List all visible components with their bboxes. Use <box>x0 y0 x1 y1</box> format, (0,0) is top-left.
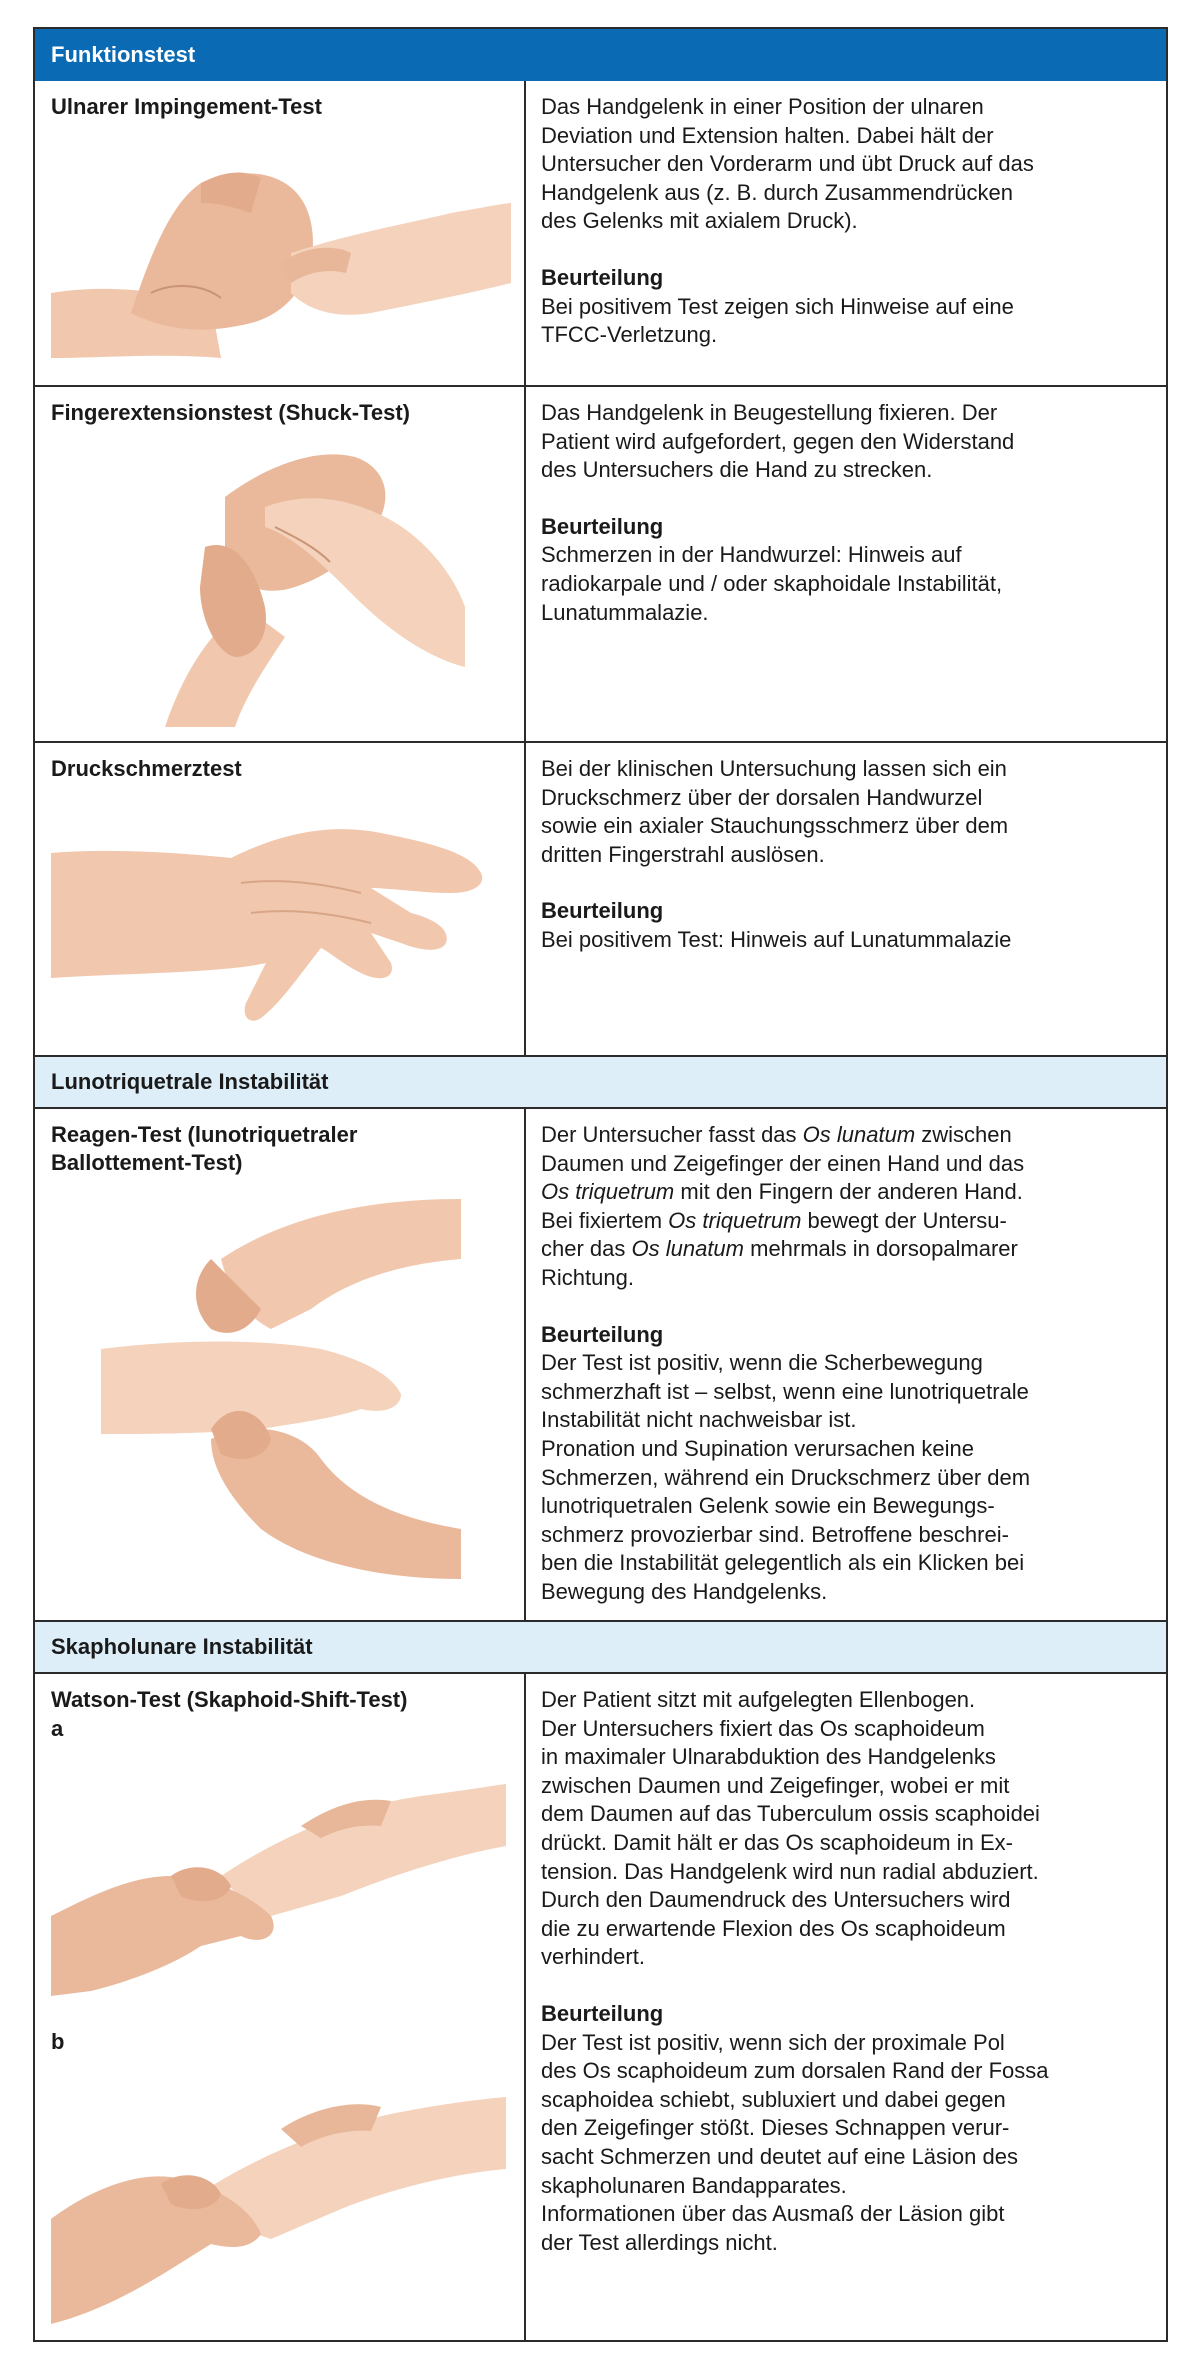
test-title-line: Ballottement-Test) <box>51 1150 243 1175</box>
description-line: Der Untersuchers fixiert das Os scaphoideum <box>541 1715 985 1741</box>
figure-watson-b <box>51 2069 506 2329</box>
description-line: Untersucher den Vorderarm und übt Druck auf das <box>541 151 1034 177</box>
hand-photo-icon <box>51 143 511 369</box>
assessment-line: ben die Instabilität gelegentlich als ein Klicken bei <box>541 1550 1025 1576</box>
assessment-line: Bei positivem Test: Hinweis auf Lunatummalazie <box>541 926 1012 952</box>
hand-photo-icon <box>51 803 491 1033</box>
assessment-label: Beurteilung <box>541 264 664 290</box>
assessment-line: des Os scaphoideum zum dorsalen Rand der Fossa <box>541 2058 1049 2084</box>
description-line: Das Handgelenk in einer Position der ulnaren <box>541 94 984 119</box>
test-title: Druckschmerztest <box>51 756 242 781</box>
assessment-line: Schmerzen in der Handwurzel: Hinweis auf <box>541 542 962 568</box>
description-line: Der Untersucher fasst das Os lunatum zwischen <box>541 1122 1012 1147</box>
figure-ulnar-impingement <box>51 143 511 369</box>
table-header-title: Funktionstest <box>51 42 196 67</box>
description-line: sowie ein axialer Stauchungsschmerz über dem <box>541 813 1009 839</box>
figure-label-b: b <box>51 2029 65 2054</box>
description-line: in maximaler Ulnarabduktion des Handgelenks <box>541 1744 996 1770</box>
assessment-label: Beurteilung <box>541 513 664 539</box>
test-title: Ulnarer Impingement-Test <box>51 94 322 119</box>
assessment-line: Lunatummalazie. <box>541 599 709 625</box>
assessment-line: Informationen über das Ausmaß der Läsion gibt <box>541 2201 1005 2227</box>
description-line: Patient wird aufgefordert, gegen den Widerstand <box>541 428 1015 454</box>
description-line: des Gelenks mit axialem Druck). <box>541 208 858 234</box>
assessment-label: Beurteilung <box>541 2000 664 2026</box>
hand-photo-icon <box>101 1199 461 1579</box>
section-title: Lunotriquetrale Instabilität <box>51 1069 329 1094</box>
bone-term: Os triquetrum <box>541 1179 675 1205</box>
bone-term: Os triquetrum <box>668 1207 802 1233</box>
figure-label-a: a <box>51 1716 64 1741</box>
assessment-line: Bewegung des Handgelenks. <box>541 1578 828 1604</box>
test-row-pressure-pain <box>35 743 1166 1055</box>
description-line: dritten Fingerstrahl auslösen. <box>541 841 825 867</box>
assessment-line: Der Test ist positiv, wenn die Scherbewegung <box>541 1350 983 1376</box>
assessment-line: der Test allerdings nicht. <box>541 2229 778 2255</box>
figure-finger-extension <box>125 437 465 727</box>
description-line: tension. Das Handgelenk wird nun radial abduziert. <box>541 1858 1039 1884</box>
hand-photo-icon <box>125 437 465 727</box>
section-title: Skapholunare Instabilität <box>51 1634 313 1659</box>
description-line: Das Handgelenk in Beugestellung fixieren. Der <box>541 400 998 425</box>
assessment-line: TFCC-Verletzung. <box>541 322 718 348</box>
test-row-ulnar-impingement <box>35 81 1166 385</box>
description-line: des Untersuchers die Hand zu strecken. <box>541 457 933 483</box>
hand-photo-icon <box>51 1766 506 1996</box>
assessment-line: Instabilität nicht nachweisbar ist. <box>541 1407 857 1433</box>
description-line: Daumen und Zeigefinger der einen Hand und das <box>541 1150 1025 1176</box>
test-description <box>541 1686 1151 2257</box>
test-title-line: Reagen-Test (lunotriquetraler <box>51 1122 358 1147</box>
assessment-line: radiokarpale und / oder skaphoidale Instabilität, <box>541 570 1003 596</box>
table-header <box>35 29 1166 81</box>
assessment-line: sacht Schmerzen und deutet auf eine Läsion des <box>541 2143 1018 2169</box>
test-row-reagan <box>35 1109 1166 1622</box>
hand-photo-icon <box>51 2069 506 2329</box>
bone-term: Os lunatum <box>802 1122 916 1147</box>
description-line: Bei der klinischen Untersuchung lassen sich ein <box>541 756 1007 781</box>
description-line: cher das Os lunatum mehrmals in dorsopalmarer <box>541 1236 1018 1262</box>
test-title: Fingerextensionstest (Shuck-Test) <box>51 400 410 425</box>
function-test-table <box>33 27 1168 2342</box>
section-header-lunotriquetral <box>35 1055 1166 1109</box>
test-row-watson <box>35 1674 1166 2342</box>
test-title <box>51 1121 357 1177</box>
bone-term: Os lunatum <box>631 1236 744 1262</box>
description-line: Der Patient sitzt mit aufgelegten Ellenbogen. <box>541 1687 976 1712</box>
assessment-line: den Zeigefinger stößt. Dieses Schnappen verur- <box>541 2115 1010 2141</box>
figure-reagan <box>101 1199 461 1579</box>
description-line: drückt. Damit hält er das Os scaphoideum in Ex- <box>541 1829 1013 1855</box>
assessment-line: schmerz provozierbar sind. Betroffene beschrei- <box>541 1521 1009 1547</box>
test-description <box>541 1121 1151 1607</box>
test-description <box>541 755 1151 955</box>
test-description <box>541 93 1151 350</box>
test-title: Watson-Test (Skaphoid-Shift-Test) <box>51 1687 408 1712</box>
description-line: die zu erwartende Flexion des Os scaphoideum <box>541 1915 1006 1941</box>
test-row-finger-extension <box>35 387 1166 741</box>
description-line: verhindert. <box>541 1944 645 1970</box>
assessment-line: lunotriquetralen Gelenk sowie ein Bewegungs- <box>541 1493 995 1519</box>
assessment-line: Bei positivem Test zeigen sich Hinweise auf eine <box>541 293 1014 319</box>
description-line: Handgelenk aus (z. B. durch Zusammendrücken <box>541 179 1014 205</box>
description-line: Bei fixiertem Os triquetrum bewegt der Untersu- <box>541 1207 1007 1233</box>
test-description <box>541 399 1151 627</box>
assessment-line: Pronation und Supination verursachen keine <box>541 1435 974 1461</box>
assessment-line: Der Test ist positiv, wenn sich der proximale Pol <box>541 2029 1005 2055</box>
description-line: Os triquetrum mit den Fingern der anderen Hand. <box>541 1179 1023 1205</box>
assessment-line: skapholunaren Bandapparates. <box>541 2172 847 2198</box>
figure-watson-a <box>51 1766 506 1996</box>
section-header-scapholunate <box>35 1620 1166 1674</box>
assessment-label: Beurteilung <box>541 1321 664 1347</box>
assessment-label: Beurteilung <box>541 898 664 924</box>
description-line: dem Daumen auf das Tuberculum ossis scaphoidei <box>541 1801 1040 1827</box>
assessment-line: scaphoidea schiebt, subluxiert und dabei gegen <box>541 2086 1006 2112</box>
description-line: zwischen Daumen und Zeigefinger, wobei er mit <box>541 1772 1010 1798</box>
assessment-line: Schmerzen, während ein Druckschmerz über dem <box>541 1464 1031 1490</box>
figure-pressure-pain <box>51 803 491 1033</box>
assessment-line: schmerzhaft ist – selbst, wenn eine lunotriquetrale <box>541 1378 1029 1404</box>
description-line: Richtung. <box>541 1264 634 1290</box>
description-line: Druckschmerz über der dorsalen Handwurzel <box>541 784 983 810</box>
description-line: Deviation und Extension halten. Dabei hält der <box>541 122 994 148</box>
description-line: Durch den Daumendruck des Untersuchers wird <box>541 1887 1011 1913</box>
